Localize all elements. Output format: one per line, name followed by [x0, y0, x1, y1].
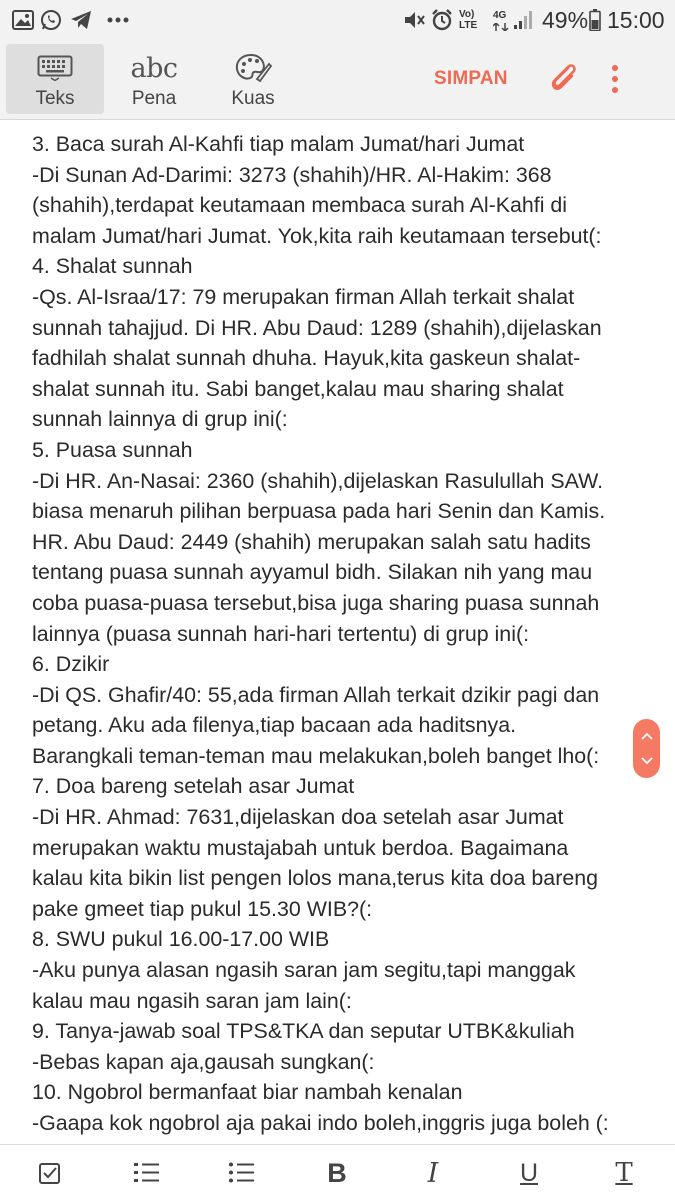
more-options-icon[interactable] — [611, 64, 619, 99]
mode-brush-button[interactable] — [204, 44, 302, 114]
mute-icon — [403, 8, 427, 32]
note-line: (shahih),terdapat keutamaan membaca surah Al-Kahfi di — [32, 193, 568, 218]
mode-text-label: Teks — [35, 88, 75, 109]
gallery-notification-icon — [12, 8, 34, 32]
note-line: coba puasa-puasa tersebut,bisa juga sharing puasa sunnah — [32, 590, 600, 615]
note-line: biasa menaruh pilihan berpuasa pada hari Senin dan Kamis. — [32, 499, 606, 524]
status-bar — [0, 0, 675, 42]
note-line: 8. SWU pukul 16.00-17.00 WIB — [32, 927, 330, 952]
battery-percent: 49% — [542, 7, 589, 33]
handwriting-icon — [130, 48, 177, 88]
palette-icon — [233, 48, 273, 88]
note-line: tentang puasa sunnah ayyamul bidh. Silakan nih yang mau — [32, 560, 593, 585]
note-line: -Qs. Al-Israa/17: 79 merupakan firman Allah terkait shalat — [32, 284, 575, 309]
signal-icon — [513, 8, 535, 32]
note-line: -Bebas kapan aja,gausah sungkan(: — [32, 1049, 375, 1074]
checkbox-format-icon[interactable] — [36, 1159, 64, 1187]
mode-text-button[interactable] — [6, 44, 104, 114]
note-line: sunnah lainnya di grup ini(: — [32, 407, 288, 432]
telegram-notification-icon — [70, 8, 92, 32]
save-button[interactable]: SIMPAN — [434, 68, 508, 89]
pen-glyph: abc — [130, 52, 178, 84]
note-line: -Gaapa kok ngobrol aja pakai indo boleh,inggris juga boleh (: — [32, 1111, 609, 1135]
clock: 15:00 — [607, 7, 665, 33]
note-line: lainnya (puasa sunnah hari-hari tertentu) di grup ini(: — [32, 621, 530, 646]
chevron-up-icon — [641, 727, 653, 745]
note-line: merupakan waktu mustajabah untuk berdoa. Bagaimana — [32, 835, 569, 860]
note-line: fadhilah shalat sunnah dhuha. Hayuk,kita gaskeun shalat- — [32, 346, 581, 371]
editor-toolbar — [0, 42, 675, 120]
numbered-list-icon[interactable] — [133, 1159, 161, 1187]
note-line: -Di HR. Ahmad: 7631,dijelaskan doa setelah asar Jumat — [32, 805, 564, 830]
note-line: 3. Baca surah Al-Kahfi tiap malam Jumat/hari Jumat — [32, 132, 525, 156]
note-line: 6. Dzikir — [32, 652, 110, 677]
note-line: 7. Doa bareng setelah asar Jumat — [32, 774, 355, 799]
note-lines[interactable] — [32, 129, 642, 1139]
network-type-label: 4G — [493, 10, 507, 21]
bold-button[interactable]: B — [327, 1157, 347, 1188]
note-line: -Di QS. Ghafir/40: 55,ada firman Allah terkait dzikir pagi dan — [32, 682, 600, 707]
note-line: -Di HR. An-Nasai: 2360 (shahih),dijelaskan Rasulullah SAW. — [32, 468, 604, 493]
note-line: malam Jumat/hari Jumat. Yok,kita raih keutamaan tersebut(: — [32, 223, 602, 248]
mode-brush-label: Kuas — [231, 88, 275, 109]
keyboard-icon — [37, 48, 73, 88]
more-notifications-icon — [106, 8, 130, 32]
note-content[interactable] — [0, 120, 675, 1144]
whatsapp-notification-icon — [40, 8, 62, 32]
attachment-icon[interactable] — [546, 60, 580, 99]
note-line: 9. Tanya-jawab soal TPS&TKA dan seputar UTBK&kuliah — [32, 1019, 575, 1044]
note-line: Barangkali teman-teman mau melakukan,boleh banget lho(: — [32, 743, 600, 768]
fast-scroll-handle[interactable] — [633, 719, 660, 778]
note-line: HR. Abu Daud: 2449 (shahih) merupakan salah satu hadits — [32, 529, 591, 554]
mode-pen-button[interactable] — [105, 44, 203, 114]
underline-button[interactable]: U — [519, 1158, 539, 1187]
note-line: kalau mau ngasih saran jam lain(: — [32, 988, 352, 1013]
note-line: sunnah tahajjud. Di HR. Abu Daud: 1289 (shahih),dijelaskan — [32, 315, 602, 340]
format-bar — [0, 1144, 675, 1200]
note-line: kalau kita bikin list pengen lolos mana,terus kita doa bareng — [32, 866, 599, 891]
data-arrows-icon — [493, 22, 509, 32]
alarm-icon — [430, 8, 454, 32]
italic-button[interactable]: I — [427, 1157, 439, 1189]
note-line: pake gmeet tiap pukul 15.30 WIB?(: — [32, 896, 373, 921]
note-line: 10. Ngobrol bermanfaat biar nambah kenalan — [32, 1080, 463, 1105]
chevron-down-icon — [641, 752, 653, 770]
volte-label: Vo) — [459, 9, 475, 20]
mode-pen-label: Pena — [131, 88, 177, 109]
note-line: petang. Aku ada filenya,tiap bacaan ada haditsnya. — [32, 713, 517, 738]
volte-lte-label: LTE — [459, 20, 478, 31]
note-line: -Aku punya alasan ngasih saran jam segitu,tapi manggak — [32, 958, 576, 983]
note-line: -Di Sunan Ad-Darimi: 3273 (shahih)/HR. Al-Hakim: 368 — [32, 162, 552, 187]
bullet-list-icon[interactable] — [228, 1159, 256, 1187]
note-line: shalat sunnah itu. Sabi banget,kalau mau sharing shalat — [32, 376, 564, 401]
note-line: 4. Shalat sunnah — [32, 254, 193, 279]
text-style-button[interactable]: T — [615, 1158, 633, 1188]
note-line: 5. Puasa sunnah — [32, 437, 193, 462]
battery-icon — [589, 8, 601, 32]
